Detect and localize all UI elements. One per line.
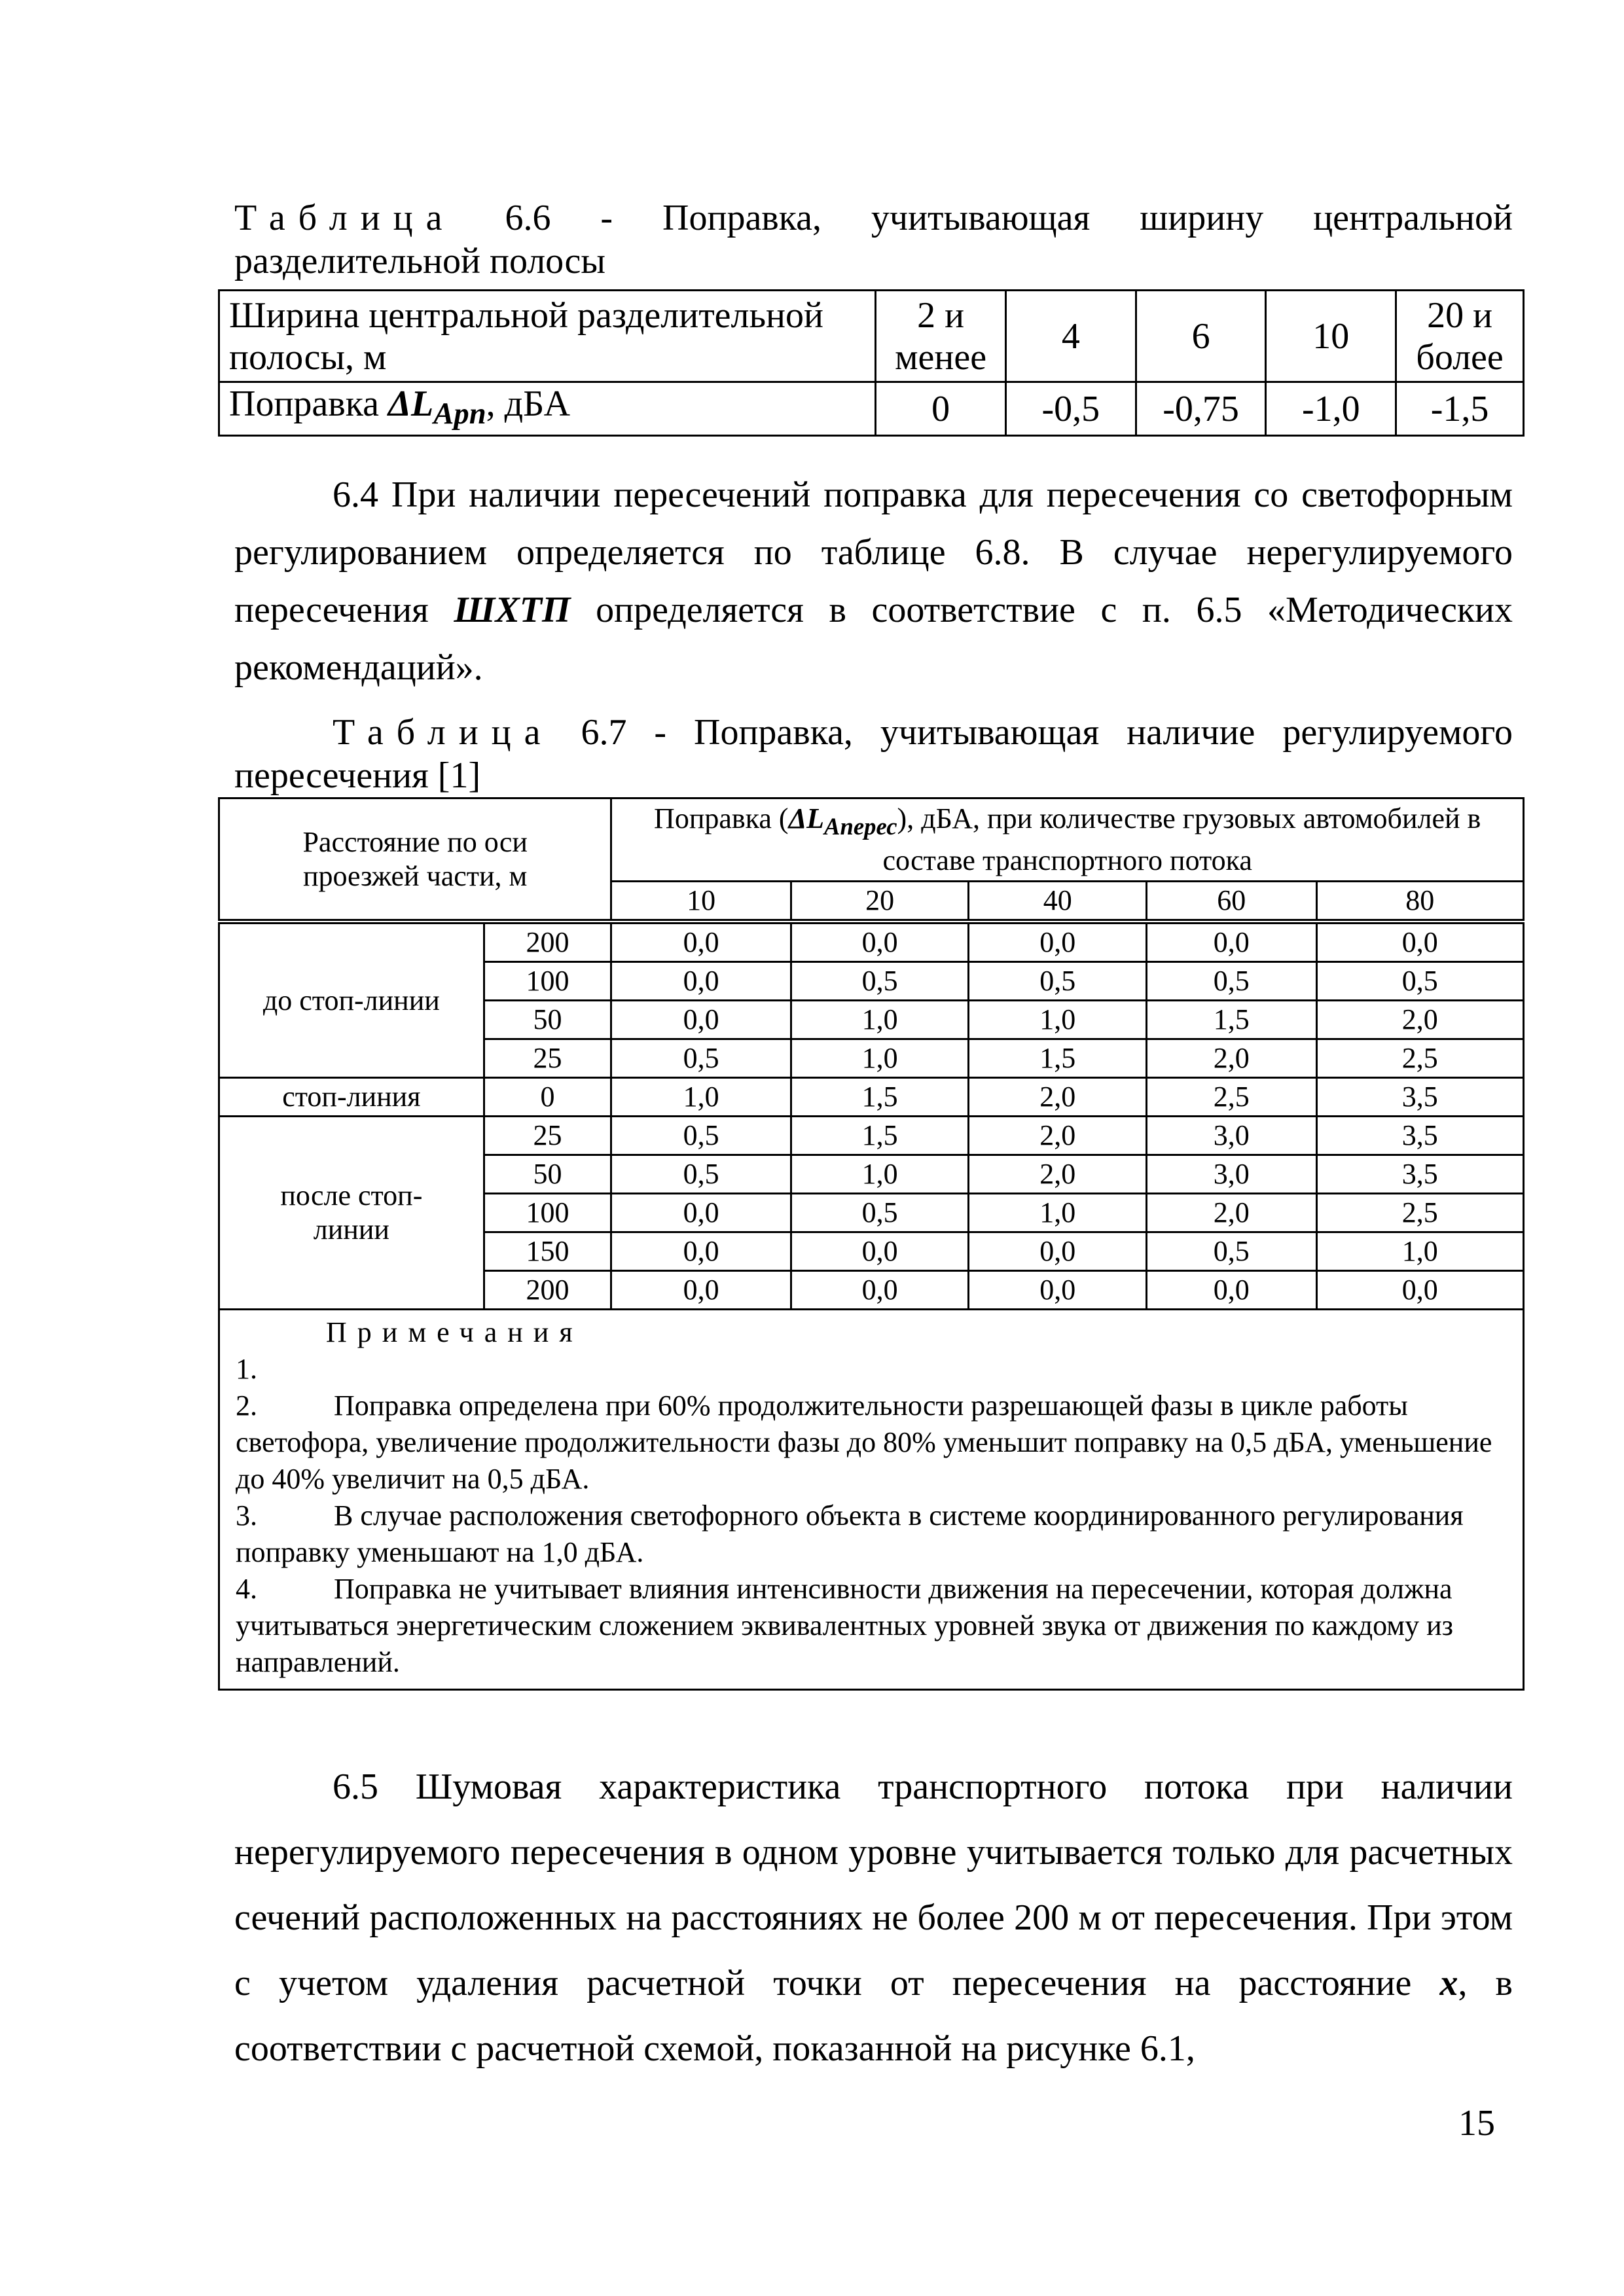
truck-count-cell: 80 [1316,882,1524,922]
table-cell: 0,0 [611,1194,791,1232]
caption-dash: - [600,198,613,238]
symbol-delta-l: ΔL [388,384,434,424]
label-text: Поправка [229,384,388,424]
table-cell: 3,5 [1316,1155,1524,1194]
header-cell: 20 и более [1396,291,1524,382]
table-cell: -0,5 [1006,382,1136,436]
table-6-6-caption [234,196,1513,283]
table-cell: 0,0 [791,1232,969,1271]
table-cell: 0,0 [1316,1271,1524,1310]
table-cell: 0,5 [1146,962,1316,1001]
symbol-subscript: Арп [433,397,486,431]
table-body [219,798,1524,1690]
group-label-cell: после стоп-линии [219,1117,484,1310]
table-cell: 1,5 [791,1117,969,1155]
note-item [236,1351,1520,1388]
table-row [219,1117,1524,1155]
label-unit: , дБА [486,384,571,424]
header-cell-correction [611,798,1524,882]
table-cell: 1,0 [791,1039,969,1078]
table-6-7-caption [234,711,1513,797]
distance-cell: 100 [484,1194,611,1232]
caption-word: Поправка, [662,198,821,238]
header-text: Поправка ( [654,802,789,835]
term-shtp: ШХТП [454,590,571,630]
header-text: ), дБА, при количестве грузовых автомобилей в составе транспортного потока [882,802,1481,876]
header-cell-distance: Расстояние по оси проезжей части, м [219,798,611,922]
table-cell: 2,0 [969,1155,1147,1194]
note-number: 3. [236,1499,257,1532]
table-cell: 1,0 [611,1078,791,1117]
caption-number: 6.6 [505,198,551,238]
distance-cell: 25 [484,1117,611,1155]
notes-row [219,1310,1524,1690]
caption-text: 6.7 - Поправка, учитывающая наличие регулируемого [581,712,1513,753]
table-cell: 2,0 [969,1117,1147,1155]
table-cell: 0,0 [611,962,791,1001]
header-cell: 6 [1136,291,1266,382]
distance-cell: 100 [484,962,611,1001]
note-item [236,1571,1520,1681]
table-cell: 1,0 [969,1194,1147,1232]
table-row [219,382,1524,436]
table-row [219,1078,1524,1117]
table-cell: 0,0 [1146,1271,1316,1310]
table-cell: 1,0 [1316,1232,1524,1271]
note-item [236,1498,1520,1571]
table-cell: 2,0 [1146,1039,1316,1078]
paragraph-6-5 [234,1754,1513,2081]
table-row [219,291,1524,382]
table-cell: 3,5 [1316,1078,1524,1117]
header-cell: 4 [1006,291,1136,382]
paragraph-text: 6.5 Шумовая характеристика транспортного потока при наличии нерегулируемого пересечения в одном уровне учитывается только для расчетных сечений расположенных на расстояниях не более 200 м от пересечения. При этом с учетом удаления расчетной точки от пересечения на расстояние [234,1767,1513,2003]
truck-count-cell: 20 [791,882,969,922]
table-cell: 0,0 [969,922,1147,962]
table-cell: 3,0 [1146,1155,1316,1194]
group-label-cell: стоп-линия [219,1078,484,1117]
note-item [236,1388,1520,1498]
header-cell-width: Ширина центральной разделительной полосы, м [219,291,876,382]
table-cell: 1,0 [791,1001,969,1039]
table-cell: 2,0 [969,1078,1147,1117]
variable-x: x [1439,1963,1458,2003]
paragraph-text: 6.4 При наличии пересечений поправка для пересечения со светофорным регулированием определяется по таблице 6.8. В случае нерегулируемого пересечения [234,475,1513,630]
table-cell: 0,0 [791,922,969,962]
table-cell: 0,5 [611,1117,791,1155]
table-cell: 2,5 [1146,1078,1316,1117]
table-cell: 0,0 [1146,922,1316,962]
caption-label: Таблица [234,198,456,238]
truck-count-cell: 40 [969,882,1147,922]
paragraph-text: определяется в соответствие с п. 6.5 «Методических рекомендаций». [234,590,1513,688]
table-cell: 0,5 [611,1039,791,1078]
distance-cell: 200 [484,1271,611,1310]
caption-label: Таблица [333,712,554,753]
table-cell: 0,0 [611,1271,791,1310]
table-cell: 2,5 [1316,1194,1524,1232]
distance-cell: 150 [484,1232,611,1271]
table-cell: 1,5 [1146,1001,1316,1039]
table-cell: 0,0 [611,1232,791,1271]
table-header-row [219,798,1524,882]
table-cell: 0,0 [1316,922,1524,962]
table-cell: 0,5 [1146,1232,1316,1271]
caption-word: ширину [1140,198,1264,238]
caption-word: центральной [1313,198,1513,238]
table-row [219,922,1524,962]
table-cell: 0,0 [611,922,791,962]
note-text: Поправка определена при 60% продолжительности разрешающей фазы в цикле работы светофора, увеличение продолжительности фазы до 80% уменьшит поправку на 0,5 дБА, уменьшение до 40% увеличит на 0,5 дБА. [236,1390,1492,1495]
table-cell: 0 [876,382,1006,436]
notes-title: Примечания [326,1316,583,1348]
table-cell: 1,5 [969,1039,1147,1078]
distance-cell: 50 [484,1155,611,1194]
table-cell: 2,0 [1146,1194,1316,1232]
distance-cell: 25 [484,1039,611,1078]
table-cell: 2,0 [1316,1001,1524,1039]
table-cell: 0,5 [1316,962,1524,1001]
table-cell: -1,5 [1396,382,1524,436]
table-cell: 1,0 [791,1155,969,1194]
table-cell: 0,0 [611,1001,791,1039]
row-label-correction [219,382,876,436]
table-cell: 0,5 [791,962,969,1001]
group-label-cell: до стоп-линии [219,922,484,1078]
paragraph-text: , в соответствии с расчетной схемой, показанной на рисунке 6.1, [234,1963,1513,2069]
caption-line-2: пересечения [1] [234,755,481,796]
paragraph-6-4 [234,466,1513,696]
table-cell: 0,5 [969,962,1147,1001]
table-cell: 0,0 [969,1232,1147,1271]
header-cell: 10 [1266,291,1396,382]
table-cell: 0,0 [969,1271,1147,1310]
caption-line-2: разделительной полосы [234,241,606,281]
table-6-6 [218,289,1525,437]
distance-cell: 0 [484,1078,611,1117]
header-cell: 2 и менее [876,291,1006,382]
table-cell: 3,5 [1316,1117,1524,1155]
note-text: В случае расположения светофорного объекта в системе координированного регулирования поправку уменьшают на 1,0 дБА. [236,1499,1464,1568]
caption-word: учитывающая [871,198,1091,238]
note-text: Поправка не учитывает влияния интенсивности движения на пересечении, которая должна учитываться энергетическим сложением эквивалентных уровней звука от движения по каждому из направлений. [236,1573,1454,1678]
table-cell: -1,0 [1266,382,1396,436]
table-cell: 0,5 [611,1155,791,1194]
table-cell: -0,75 [1136,382,1266,436]
table-cell: 0,0 [791,1271,969,1310]
symbol-subscript: Аперес [824,812,897,840]
note-number: 4. [236,1573,257,1605]
table-cell: 1,5 [791,1078,969,1117]
table-cell: 1,0 [969,1001,1147,1039]
table-cell: 2,5 [1316,1039,1524,1078]
truck-count-cell: 10 [611,882,791,922]
table-cell: 0,5 [791,1194,969,1232]
table-6-7 [218,797,1525,1691]
truck-count-cell: 60 [1146,882,1316,922]
note-number: 2. [236,1390,257,1422]
distance-cell: 50 [484,1001,611,1039]
note-number: 1. [236,1353,257,1385]
page-number: 15 [1458,2103,1495,2144]
symbol-delta-l: ΔL [788,802,825,835]
table-cell: 3,0 [1146,1117,1316,1155]
notes-cell [219,1310,1524,1690]
distance-cell: 200 [484,922,611,962]
